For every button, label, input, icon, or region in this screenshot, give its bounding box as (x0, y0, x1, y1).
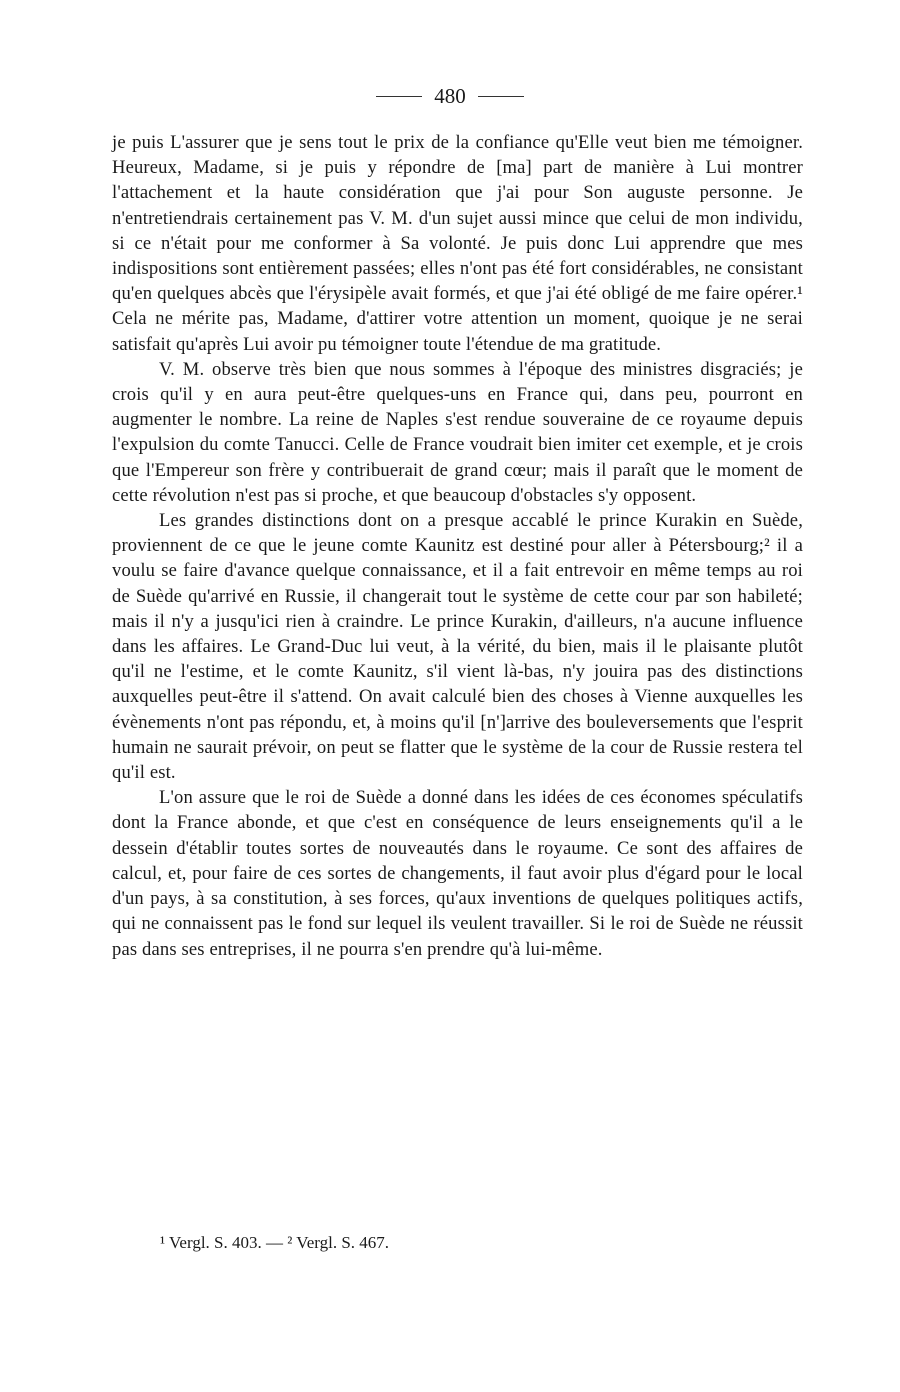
paragraph: L'on assure que le roi de Suède a donné dans les idées de ces économes spéculatifs dont la France abonde, et que c'est en conséquence de leurs enseignements qu'il a le dessein d'établir toutes sortes de nouveautés dans le royaume. Ce sont des affaires de calcul, et, pour faire de ces sortes de changements, il faut avoir plus d'égard pour le local d'un pays, à sa constitution, à ses forces, qu'aux inventions de quelques politiques actifs, qui ne connaissent pas le fond sur lequel ils veulent travailler. Si le roi de Suède ne réussit pas dans ses entreprises, il ne pourra s'en prendre qu'à lui-même. (112, 787, 803, 960)
paragraph: Les grandes distinctions dont on a presque accablé le prince Kurakin en Suède, proviennent de ce que le jeune comte Kaunitz est destiné pour aller à Pétersbourg;² il a voulu se faire d'avance quelque connaissance, et il a fait entrevoir en même temps au roi de Suède qu'arrivé en Russie, il changerait tout le système de cette cour par son habileté; mais il n'y a jusqu'ici rien à craindre. Le prince Kurakin, d'ailleurs, n'a aucune influence dans les affaires. Le Grand-Duc lui veut, à la vérité, du bien, mais il le plaisante plutôt qu'il ne l'estime, et le comte Kaunitz, s'il vient là-bas, n'y jouira pas des distinctions auxquelles peut-être il s'attend. On avait calculé bien des choses à Vienne auxquelles les évènements n'ont pas répondu, et, à moins qu'il [n']arrive des bouleversements que l'esprit humain ne saurait prévoir, on peut se flatter que le système de la cour de Russie restera tel qu'il est. (112, 510, 803, 784)
paragraph: V. M. observe très bien que nous sommes à l'époque des ministres disgraciés; je crois qu'il y en aura peut-être quelques-uns en France qui, dans peu, pourront en augmenter le nombre. La reine de Naples s'est rendue souveraine de ce royaume depuis l'expulsion du comte Tanucci. Celle de France voudrait bien imiter cet exemple, et je crois que l'Empereur son frère y contribuerait de grand cœur; mais il paraît que le moment de cette révolution n'est pas si proche, et que beaucoup d'obstacles s'y opposent. (112, 358, 803, 506)
page-header (0, 84, 900, 109)
header-rule-left (376, 96, 422, 97)
footnotes: ¹ Vergl. S. 403. — ² Vergl. S. 467. (160, 1233, 390, 1252)
page-number: 480 (434, 84, 466, 108)
paragraph: je puis L'assurer que je sens tout le prix de la confiance qu'Elle veut bien me témoigner. Heureux, Madame, si je puis y répondre de [ma] part de manière à Lui montrer l'attachement et la haute considération que j'ai pour Son auguste personne. Je n'entretiendrais certainement pas V. M. d'un sujet aussi mince que celui de mon individu, si ce n'était pour me conformer à Sa volonté. Je puis donc Lui apprendre que mes indispositions sont entièrement passées; elles n'ont pas été fort considérables, ne consistant qu'en quelques abcès que l'érysipèle avait formés, et que j'ai été obligé de me faire opérer.¹ Cela ne mérite pas, Madame, d'attirer votre attention un moment, quoique je ne serai satisfait qu'après Lui avoir pu témoigner toute l'étendue de ma gratitude. (112, 132, 803, 355)
body-text (112, 130, 803, 962)
header-rule-right (478, 96, 524, 97)
